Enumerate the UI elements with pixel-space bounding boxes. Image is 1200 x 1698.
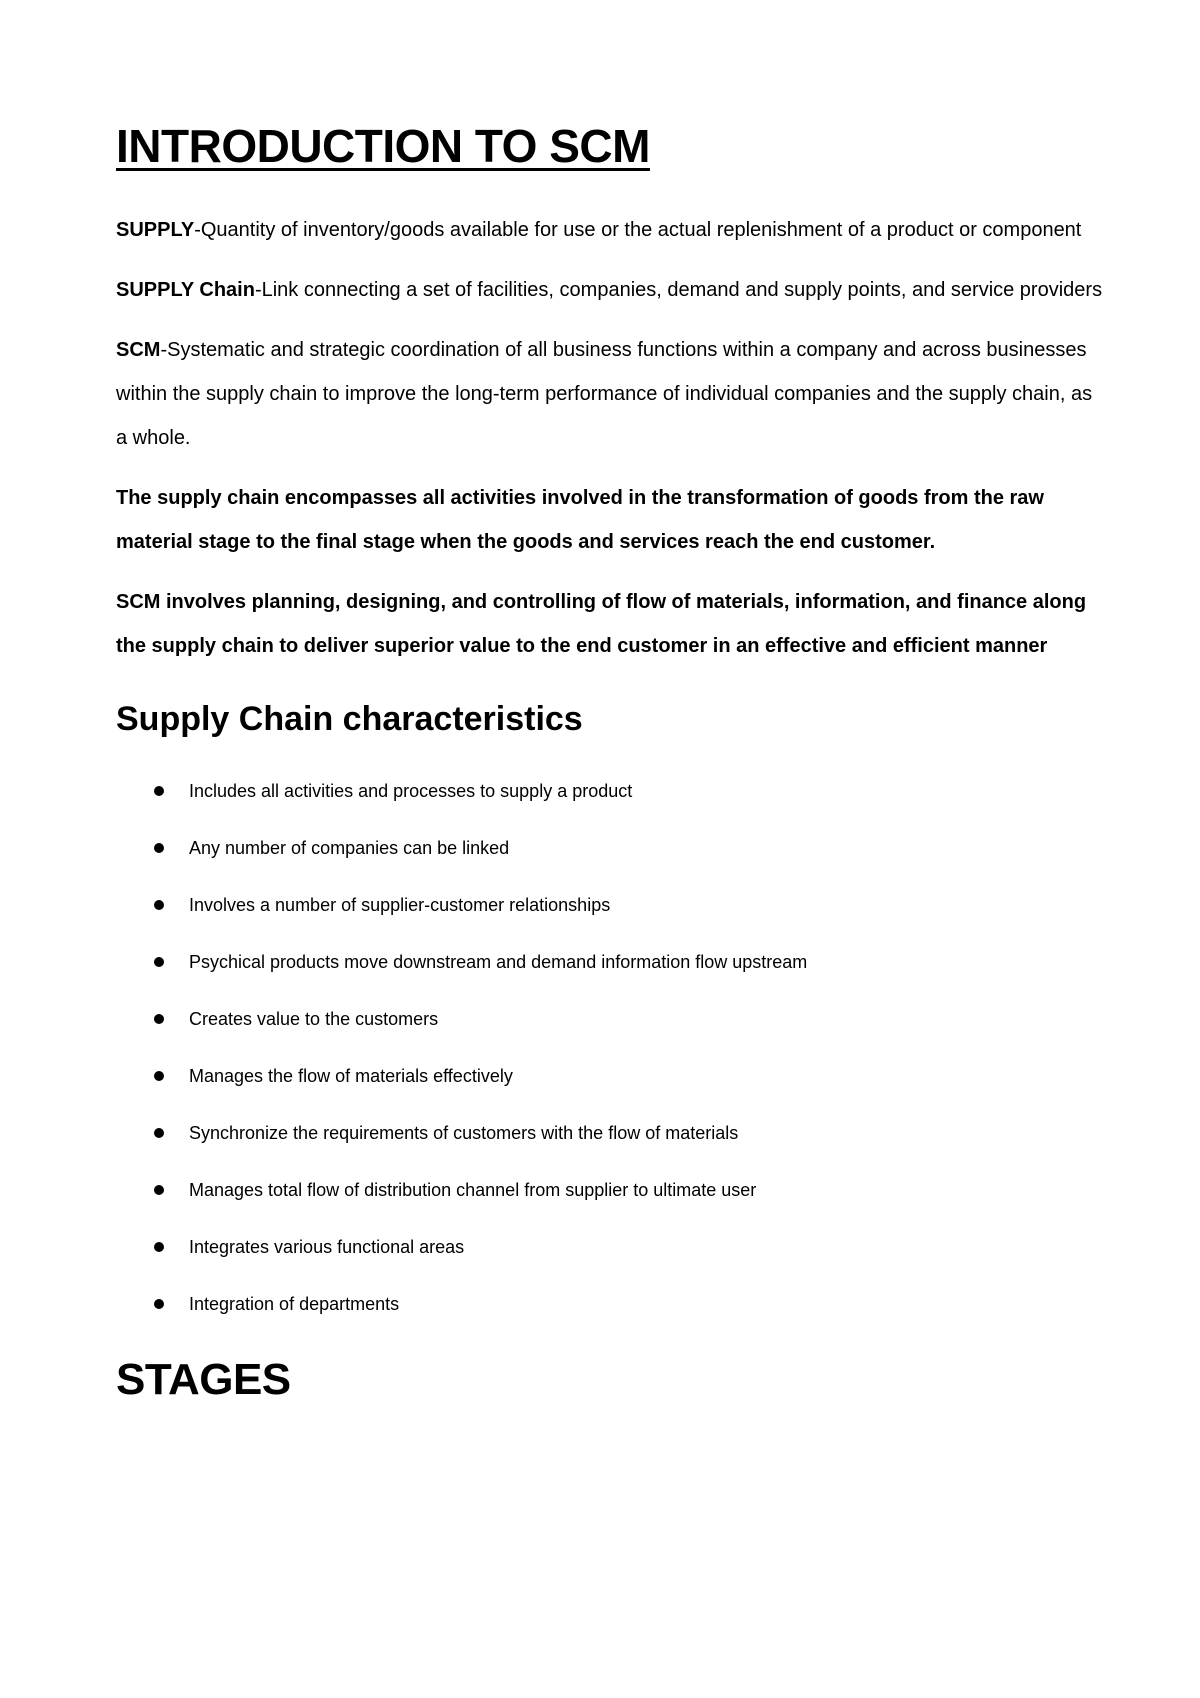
bullet-icon [154,843,164,853]
list-item [116,947,1106,1004]
definition-term: SCM [116,339,161,361]
bullet-icon [154,900,164,910]
list-item-text: Includes all activities and processes to supply a product [189,781,633,801]
list-item-text: Integrates various functional areas [189,1237,465,1257]
bullet-icon [154,957,164,967]
document-content [116,118,1106,1408]
statement-supply-chain: The supply chain encompasses all activities involved in the transformation of goods from the raw material stage to the final stage when the goods and services reach the end customer. [116,487,1044,553]
characteristics-heading: Supply Chain characteristics [116,700,583,738]
bullet-icon [154,1128,164,1138]
characteristics-list [116,776,1106,1346]
list-item-text: Integration of departments [189,1294,400,1314]
bullet-icon [154,1185,164,1195]
list-item [116,1004,1106,1061]
list-item-text: Any number of companies can be linked [189,838,510,858]
page-title: INTRODUCTION TO SCM [116,120,650,172]
bullet-icon [154,1299,164,1309]
list-item [116,1232,1106,1289]
definition-scm [116,328,1106,460]
list-item [116,1118,1106,1175]
list-item [116,1289,1106,1346]
list-item-text: Involves a number of supplier-customer relationships [189,895,611,915]
definition-text: -Quantity of inventory/goods available for use or the actual replenishment of a product or component [194,219,1082,241]
stages-heading: STAGES [116,1355,291,1404]
list-item [116,833,1106,890]
list-item-text: Creates value to the customers [189,1009,439,1029]
definition-term: SUPPLY Chain [116,279,255,301]
definition-term: SUPPLY [116,219,195,241]
definition-text: -Systematic and strategic coordination of all business functions within a company and across businesses within the supply chain to improve the long-term performance of individual companies and the supply chain, as a whole. [116,339,1093,449]
list-item [116,776,1106,833]
bullet-icon [154,1071,164,1081]
bullet-icon [154,786,164,796]
list-item-text: Psychical products move downstream and demand information flow upstream [189,952,808,972]
list-item-text: Manages the flow of materials effectively [189,1066,513,1086]
list-item-text: Manages total flow of distribution channel from supplier to ultimate user [189,1180,757,1200]
list-item [116,1061,1106,1118]
list-item [116,890,1106,947]
bullet-icon [154,1014,164,1024]
definition-supply-chain [116,268,1106,312]
bullet-icon [154,1242,164,1252]
statement-scm: SCM involves planning, designing, and controlling of flow of materials, information, and finance along the supply chain to deliver superior value to the end customer in an effective and efficient manner [116,591,1087,657]
definition-supply [116,208,1106,252]
definition-text: -Link connecting a set of facilities, companies, demand and supply points, and service providers [254,279,1103,301]
list-item [116,1175,1106,1232]
list-item-text: Synchronize the requirements of customers with the flow of materials [189,1123,739,1143]
